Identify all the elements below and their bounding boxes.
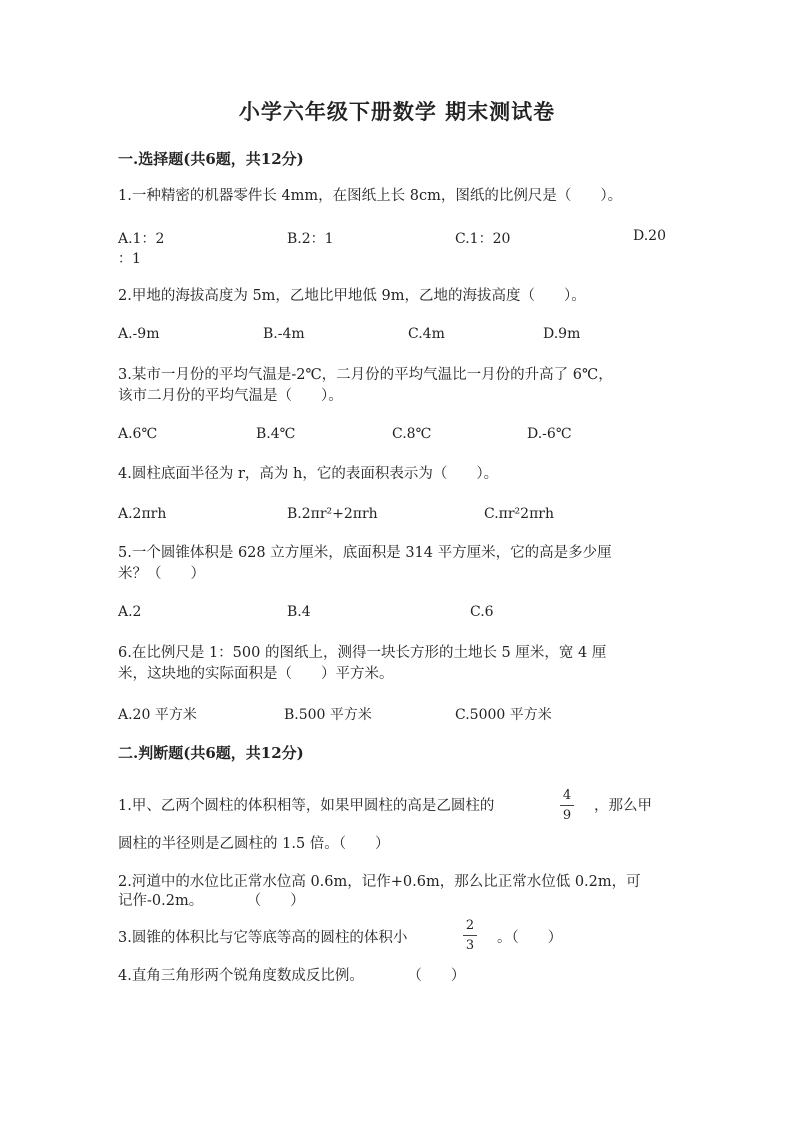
q3-option-c[interactable]: C.8℃ [392,426,432,442]
judgement-4: 4.直角三角形两个锐角度数成反比例。 （ ） [118,968,466,984]
q2-option-d[interactable]: D.9m [543,326,581,342]
q4-option-a[interactable]: A.2πrh [118,506,167,522]
question-3-line-2: 该市二月份的平均气温是（ ）。 [118,388,343,404]
question-6-line-2: 米，这块地的实际面积是（ ）平方米。 [118,666,394,682]
q2-option-a[interactable]: A.-9m [118,326,160,342]
question-5-line-1: 5.一个圆锥体积是 628 立方厘米，底面积是 314 平方厘米，它的高是多少厘 [118,545,612,561]
question-2: 2.甲地的海拔高度为 5m，乙地比甲地低 9m，乙地的海拔高度（ ）。 [118,288,586,304]
section-heading-judgement: 二.判断题(共6题，共12分) [118,744,304,762]
q2-option-c[interactable]: C.4m [408,326,445,342]
q1-option-d-continued: ：1 [118,251,141,267]
q1-option-b[interactable]: B.2：1 [287,231,334,247]
question-1: 1.一种精密的机器零件长 4mm，在图纸上长 8cm，图纸的比例尺是（ ）。 [118,188,623,204]
judgement-1-line-2: 圆柱的半径则是乙圆柱的 1.5 倍。（ ） [118,836,390,852]
q2-option-b[interactable]: B.-4m [263,326,305,342]
q5-option-b[interactable]: B.4 [287,604,311,620]
q4-option-b[interactable]: B.2πr²+2πrh [287,506,378,522]
judgement-1-text: 1.甲、乙两个圆柱的体积相等，如果甲圆柱的高是乙圆柱的 [118,798,495,814]
fraction-two-thirds [463,918,477,953]
q3-option-d[interactable]: D.-6℃ [527,426,572,442]
q5-option-a[interactable]: A.2 [118,604,142,620]
q6-option-a[interactable]: A.20 平方米 [118,707,197,723]
fraction-bar [463,935,477,936]
fraction-numerator: 2 [465,918,475,933]
q1-option-d[interactable]: D.20 [633,228,666,244]
question-5-line-2: 米？（ ） [118,566,205,582]
q4-option-c[interactable]: C.πr²2πrh [484,506,554,522]
question-3-line-1: 3.某市一月份的平均气温是-2℃，二月份的平均气温比一月份的升高了 6℃， [118,367,613,383]
q1-option-a[interactable]: A.1：2 [118,231,165,247]
q3-option-b[interactable]: B.4℃ [256,426,296,442]
section-heading-choice: 一.选择题(共6题，共12分) [118,150,304,168]
judgement-3-text-after: 。（ ） [497,930,563,946]
page-title: 小学六年级下册数学 期末测试卷 [238,99,556,124]
fraction-denominator: 3 [465,938,475,953]
q1-option-c[interactable]: C.1：20 [455,231,511,247]
question-4: 4.圆柱底面半径为 r，高为 h，它的表面积表示为（ ）。 [118,466,499,482]
fraction-four-ninths [560,788,574,823]
judgement-3-text: 3.圆锥的体积比与它等底等高的圆柱的体积小 [118,930,408,946]
q3-option-a[interactable]: A.6℃ [118,426,158,442]
judgement-2-line-1: 2.河道中的水位比正常水位高 0.6m，记作+0.6m，那么比正常水位低 0.2m，可 [118,874,641,890]
judgement-2-line-2: 记作-0.2m。 （ ） [118,893,305,909]
fraction-bar [560,805,574,806]
judgement-1-text-after: ，那么甲 [594,798,652,814]
q6-option-c[interactable]: C.5000 平方米 [455,707,552,723]
question-6-line-1: 6.在比例尺是 1：500 的图纸上，测得一块长方形的土地长 5 厘米，宽 4 厘 [118,645,607,661]
fraction-denominator: 9 [562,808,572,823]
q5-option-c[interactable]: C.6 [470,604,494,620]
q6-option-b[interactable]: B.500 平方米 [284,707,372,723]
fraction-numerator: 4 [562,788,572,803]
